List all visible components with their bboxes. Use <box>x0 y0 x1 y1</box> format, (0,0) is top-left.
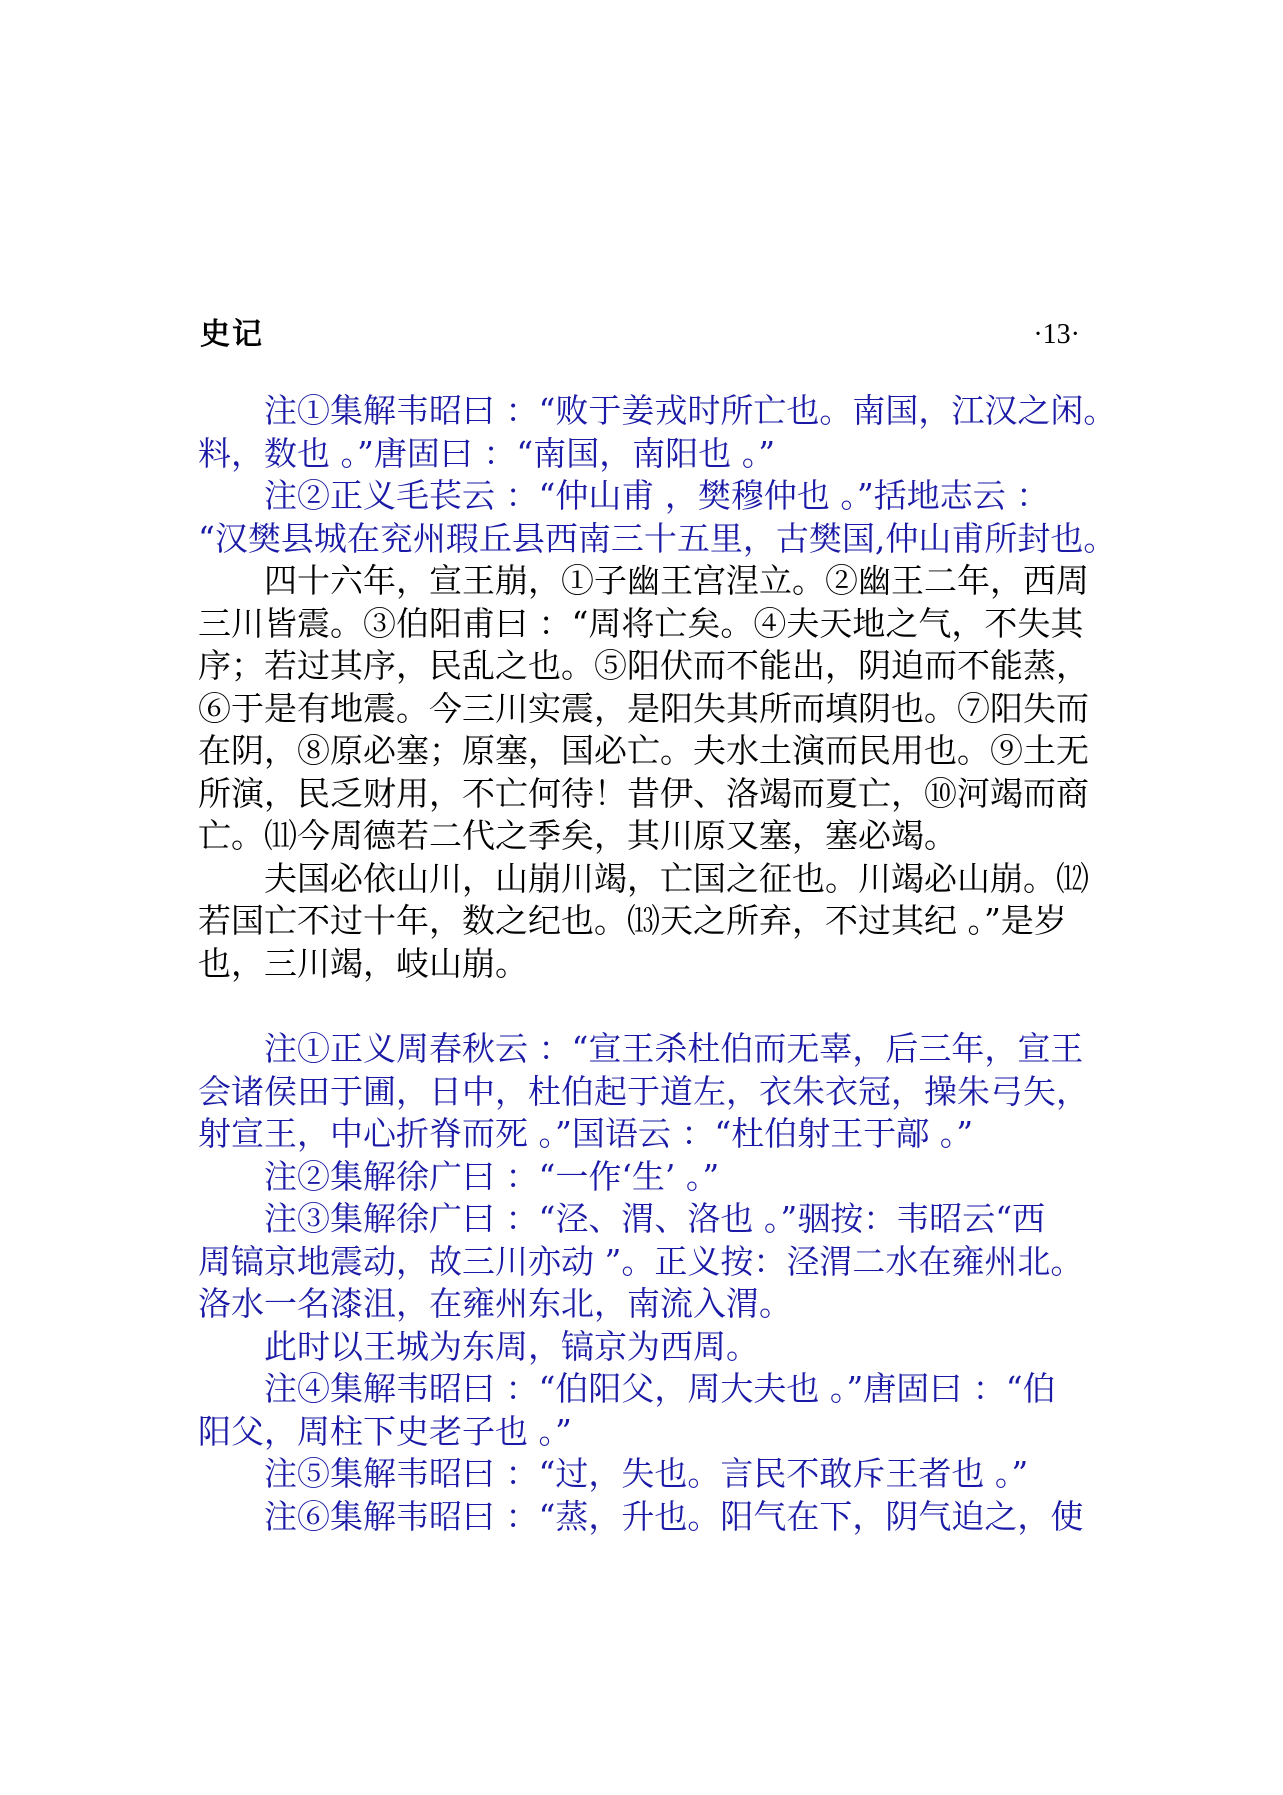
main-text-line: 序；若过其序，民乱之也。⑤阳伏而不能出，阴迫而不能蒸， <box>198 646 1089 685</box>
note-line: 注⑤集解韦昭曰 ：“过，失也。言民不敢斥王者也 。” <box>264 1454 1029 1493</box>
note-line: 阳父，周柱下史老子也 。” <box>198 1411 572 1451</box>
note-line: 注④集解韦昭曰 ：“伯阳父，周大夫也 。”唐固曰 ：“伯 <box>264 1369 1056 1408</box>
note-line: 注⑥集解韦昭曰 ：“蒸，升也。阳气在下，阴气迫之，使 <box>264 1496 1084 1536</box>
main-text-line: 也，三川竭，岐山崩。 <box>198 943 528 983</box>
note-line: 此时以王城为东周，镐京为西周。 <box>264 1326 759 1366</box>
note-line: 射宣王，中心折脊而死 。”国语云 ：“杜伯射王于鄗 。” <box>198 1114 974 1153</box>
note-line: “汉樊县城在兖州瑕丘县西南三十五里，古樊国,仲山甫所封也。 <box>198 518 1117 558</box>
main-text-line: 所演，民乏财用，不亡何待！昔伊、洛竭而夏亡，⑩河竭而商 <box>198 773 1089 813</box>
note-line: 注②集解徐广曰 ：“一作‘生’ 。” <box>264 1156 720 1196</box>
main-text-line: 夫国必依山川，山崩川竭，亡国之征也。川竭必山崩。⑿ <box>264 858 1089 898</box>
note-line: 注③集解徐广曰 ：“泾、渭、洛也 。”骃按：韦昭云“西 <box>264 1199 1046 1238</box>
note-line: 会诸侯田于圃，日中，杜伯起于道左，衣朱衣冠，操朱弓矢， <box>198 1071 1089 1111</box>
note-line: 注①正义周春秋云 ：“宣王杀杜伯而无辜，后三年，宣王 <box>264 1029 1084 1068</box>
main-text-line: 四十六年，宣王崩，①子幽王宫涅立。②幽王二年，西周 <box>264 561 1089 600</box>
note-line: 周镐京地震动，故三川亦动 ”。正义按：泾渭二水在雍州北。 <box>198 1241 1084 1281</box>
note-line: 洛水一名漆沮，在雍州东北，南流入渭。 <box>198 1284 792 1323</box>
main-text-line: 若国亡不过十年，数之纪也。⒀天之所弃，不过其纪 。”是岁 <box>198 901 1067 940</box>
running-head <box>200 315 1080 355</box>
main-text-line: ⑥于是有地震。今三川实震，是阳失其所而填阴也。⑦阳失而 <box>198 688 1089 728</box>
note-line: 注②正义毛苌云 ：“仲山甫 ，樊穆仲也 。”括地志云 ： <box>264 476 1050 515</box>
page-number: ·13· <box>1033 319 1080 350</box>
main-text-line: 在阴，⑧原必塞；原塞，国必亡。夫水土演而民用也。⑨土无 <box>198 731 1089 770</box>
paragraph-gap <box>198 985 1098 1028</box>
body-text <box>198 390 1117 1538</box>
note-line: 料，数也 。”唐固曰 ：“南国，南阳也 。” <box>198 433 776 473</box>
main-text-line: 三川皆震。③伯阳甫曰 ：“周将亡矣。④夫天地之气，不失其 <box>198 603 1084 643</box>
book-title: 史记 <box>200 317 264 352</box>
main-text-line: 亡。⑾今周德若二代之季矣，其川原又塞，塞必竭。 <box>198 816 957 855</box>
note-line: 注①集解韦昭曰 ：“败于姜戎时所亡也。南国，江汉之闲。 <box>264 391 1117 430</box>
